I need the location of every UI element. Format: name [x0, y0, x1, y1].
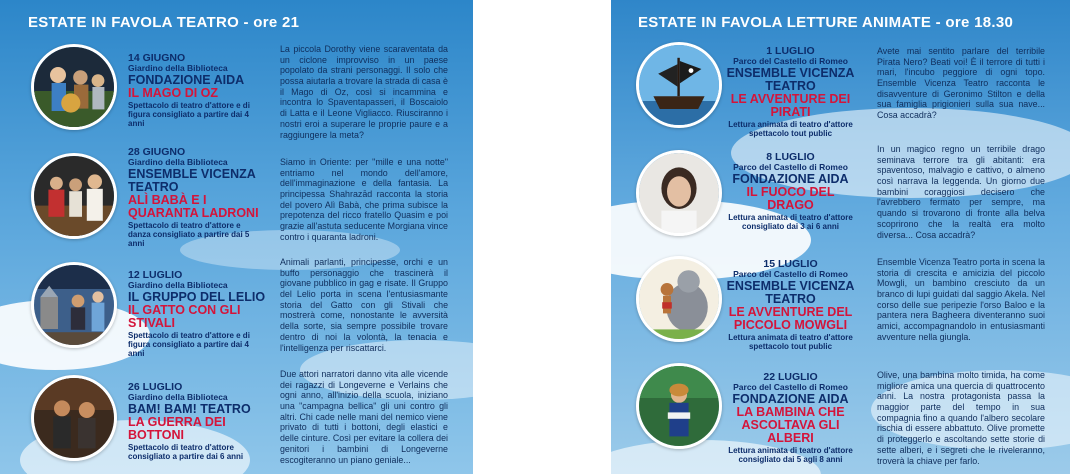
event-venue: Parco del Castello di Romeo: [733, 56, 848, 67]
event-date: 8 LUGLIO: [766, 151, 815, 163]
event-photo: [636, 42, 722, 128]
event-company: FONDAZIONE AIDA: [128, 72, 245, 87]
stage-photo-icon: [34, 265, 114, 345]
event-show-title: LA BAMBINA CHE ASCOLTAVA GLI ALBERI: [736, 404, 845, 446]
event-info: [128, 52, 268, 129]
event-description: La piccola Dorothy viene scaraventata da un ciclone improvviso in un paese popolato da strani personaggi. Il solo che possa aiutarla a trovare la strada di casa è il Mago di Oz, così si incammina e incontra lo Spaventapasseri, il Boscaiolo di Latta e il Leone Vigliacco. Riusciranno i nostri eroi a superare le proprie paure e a raggiungere la meta?: [280, 44, 448, 140]
event-note: Spettacolo di teatro d'attore consigliato a partire dai 6 anni: [128, 443, 244, 462]
event-company: FONDAZIONE AIDA: [732, 391, 849, 406]
event-info: [723, 371, 858, 465]
event-date: 28 GIUGNO: [128, 146, 186, 158]
event-show-title: IL FUOCO DEL DRAGO: [746, 184, 835, 213]
stage-photo-icon: [34, 378, 114, 458]
reading-performer-icon: [639, 366, 719, 446]
event-description: Avete mai sentito parlare del terribile Pirata Nero? Beati voi! È il terrore di tutti i mari, l'incubo peggiore di ogni topo. Ensemble Vicenza Teatro racconta le disavventure di Geronimo Stilton e della sua famiglia prigionieri sulla sua nave... Cosa accadrà?: [877, 46, 1045, 121]
event-venue: Giardino della Biblioteca: [128, 63, 228, 74]
event-description: In un magico regno un terribile drago seminava terrore tra gli abitanti: era spaventoso, malvagio e cattivo, o almeno così narrava la leggenda. Un giorno due bambini coraggiosi decisero che l'avrebbero fermato per sempre, ma quando si trovarono di fronte alla belva scoprirono che la realtà era molto diversa... Cosa accadrà?: [877, 144, 1045, 240]
event-note: Lettura animata di teatro d'attore spettacolo tout public: [728, 120, 853, 139]
event-note: Spettacolo di teatro d'attore e danza consigliato a partire dai 5 anni: [128, 221, 250, 249]
actress-portrait-icon: [639, 153, 719, 233]
event-show-title: IL MAGO DI OZ: [128, 85, 219, 100]
stage-photo-icon: [34, 156, 114, 236]
event-info: [128, 269, 268, 359]
event-photo: [31, 375, 117, 461]
event-venue: Giardino della Biblioteca: [128, 280, 228, 291]
event-company: BAM! BAM! TEATRO: [128, 401, 251, 416]
event-show-title: ALÌ BABÀ E I QUARANTA LADRONI: [128, 193, 259, 221]
event-date: 1 LUGLIO: [766, 45, 815, 57]
event-venue: Giardino della Biblioteca: [128, 157, 228, 168]
theatre-panel: [0, 0, 473, 474]
event-date: 15 LUGLIO: [763, 258, 818, 270]
event-description: Animali parlanti, principesse, orchi e un buffo personaggio che trascinerà il giovane pubblico in gag e risate. Il Gruppo del Lelio porta in scena l'entusiasmante storia del Gatto con gli Stivali che mostrerà come, nonostante le avversità della sorte, sia sempre possibile trovare dentro di noi la volontà, la tenacia e l'intelligenza per riscattarci.: [280, 257, 448, 353]
event-venue: Parco del Castello di Romeo: [733, 269, 848, 280]
event-note: Lettura animata di teatro d'attore consigliato dai 3 ai 6 anni: [728, 213, 853, 232]
event-show-title: LE AVVENTURE DEL PICCOLO MOWGLI: [728, 305, 853, 333]
event-description: Siamo in Oriente: per "mille e una notte" entriamo nel mondo dell'amore, dell'immaginazione e della fantasia. La principessa Shahrazād racconta la storia del povero Alì Babà, che prima subisce la prepotenza del ricco fratello Quasim e poi grazie all'astuta seducente Morgiana vince contro i quaranta ladroni.: [280, 157, 448, 242]
event-venue: Giardino della Biblioteca: [128, 392, 228, 403]
event-date: 22 LUGLIO: [763, 371, 818, 383]
event-photo: [31, 262, 117, 348]
event-date: 14 GIUGNO: [128, 52, 186, 64]
event-venue: Parco del Castello di Romeo: [733, 162, 848, 173]
event-photo: [636, 150, 722, 236]
event-description: Olive, una bambina molto timida, ha come migliore amica una quercia di quattrocento anni. La nostra protagonista passa la maggior parte del tempo in sua compagnia fino a quando l'albero secolare rischia di essere abbattuto. Olive promette di proteggerlo e ascoltando sette storie di sette alberi, e i segreti che le riveleranno, troverà la chiave per farlo.: [877, 370, 1045, 466]
event-photo: [31, 44, 117, 130]
event-date: 26 LUGLIO: [128, 381, 183, 393]
event-company: FONDAZIONE AIDA: [732, 171, 849, 186]
event-show-title: LE AVVENTURE DEI PIRATI: [730, 92, 851, 120]
event-photo: [636, 256, 722, 342]
event-photo: [31, 153, 117, 239]
pirate-ship-icon: [639, 45, 719, 125]
event-photo: [636, 363, 722, 449]
event-show-title: LA GUERRA DEI BOTTONI: [128, 414, 226, 443]
event-note: Lettura animata di teatro d'attore consigliato dai 5 agli 8 anni: [728, 446, 853, 465]
panel-title: ESTATE IN FAVOLA LETTURE ANIMATE - ore 18.30: [638, 14, 1014, 31]
event-note: Lettura animata di teatro d'attore spettacolo tout public: [728, 333, 853, 352]
event-note: Spettacolo di teatro d'attore e di figura consigliato a partire dai 4 anni: [128, 331, 250, 359]
event-description: Due attori narratori danno vita alle vicende dei ragazzi di Longeverne e Verlains che ogni anno, all'inizio della scuola, iniziano una "campagna bellica" gli uni contro gli altri. Chi cade nelle mani del nemico viene privato di tutti i bottoni, degli elastici e delle cinture. Così per evitare la collera dei genitori i bambini di Longeverne escogiteranno un piano geniale...: [280, 369, 448, 465]
jungle-book-icon: [639, 259, 719, 339]
panel-title: ESTATE IN FAVOLA TEATRO - ore 21: [28, 14, 300, 31]
event-info: [128, 381, 268, 462]
readings-panel: [611, 0, 1070, 474]
event-info: [723, 258, 858, 352]
event-company: ENSEMBLE VICENZA TEATRO: [726, 278, 855, 306]
event-company: ENSEMBLE VICENZA TEATRO: [128, 166, 256, 194]
event-description: Ensemble Vicenza Teatro porta in scena la storia di crescita e amicizia del piccolo Mowgli, un bambino cresciuto da un branco di lupi guidati dal saggio Akela. Nel corso delle sue peripezie l'orso Baloo e la pantera nera Bagheera diventeranno suoi amici, accompagnandolo in entusiasmanti avventure nella giungla.: [877, 257, 1045, 342]
event-venue: Parco del Castello di Romeo: [733, 382, 848, 393]
event-date: 12 LUGLIO: [128, 269, 183, 281]
event-info: [128, 146, 263, 249]
event-info: [723, 151, 858, 232]
stage-photo-icon: [34, 47, 114, 127]
event-company: IL GRUPPO DEL LELIO: [128, 289, 266, 304]
event-company: ENSEMBLE VICENZA TEATRO: [726, 65, 855, 93]
event-show-title: IL GATTO CON GLI STIVALI: [128, 302, 241, 331]
event-note: Spettacolo di teatro d'attore e di figura consigliato a partire dai 4 anni: [128, 101, 250, 128]
event-info: [723, 45, 858, 139]
